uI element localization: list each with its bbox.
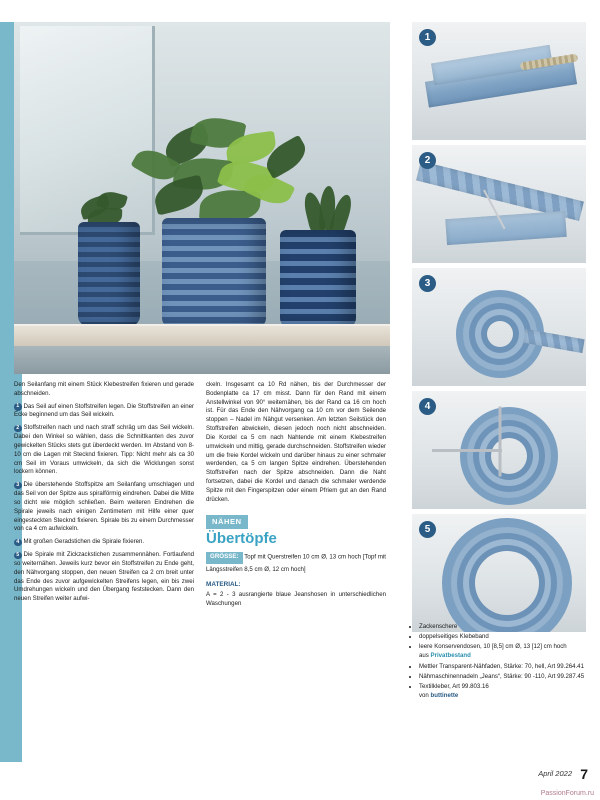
step-number-badge: 2: [14, 425, 22, 433]
list-item: • Nähmaschinennadeln „Jeans“, Stärke: 90 -110, Art 99.287.45: [419, 672, 586, 681]
text-column-2: [206, 381, 386, 613]
list-item-text: Textilkleber, Art 99.803.16: [419, 682, 489, 690]
step-photo-4: [412, 391, 586, 509]
source-label: aus: [419, 652, 429, 660]
step-number-badge: 3: [14, 482, 22, 490]
material-label: MATERIAL:: [206, 580, 241, 588]
material-list: [412, 622, 586, 700]
brand-prefix: von: [419, 691, 429, 699]
bench-shadow: [14, 346, 390, 374]
step-badge-2: 2: [419, 152, 436, 169]
bench-top: [14, 324, 390, 348]
pin: [432, 449, 502, 452]
intro-paragraph: Den Seilanfang mit einem Stück Klebestreifen fixieren und gerade abschneiden.: [14, 381, 194, 397]
list-item: • Zackenschere: [419, 622, 586, 631]
list-item: [419, 642, 586, 660]
numbered-item-1: [14, 403, 194, 421]
size-value: Topf mit Querstreifen 10 cm Ø, 13 cm hoch [Topf mit Längsstreifen 8,5 cm Ø, 12 cm hoch]: [206, 553, 386, 573]
numbered-item-text: Die überstehende Stoffspitze am Seilanfang umschlagen und das Seil von der Spitze aus spiralförmig eindrehen. Dabei die Mitte so dicht wie möglich schließen. Beim weiteren Eindrehen die Spirale jeweils nach einigen Zentimetern mit Hilfe einer quer eingesteckten Stecknd fixieren. Spirale bis zu einem Durchmesser von ca 4 cm aufwickeln.: [14, 481, 194, 533]
naehen-section: [206, 509, 386, 548]
step-photo-1: [412, 22, 586, 140]
numbered-item-text: Stoffstreifen nach und nach straff schräg um das Seil wickeln. Dabei den Winkel so wählen, dass die Schnittkanten des zuvor gewickelten Stücks stets gut überdeckt werden. Im Abstand von 8-10 cm die Lagen mit Stecknd fixieren. Tipp: Nicht mehr als ca 30 cm Seil im Voraus umwickeln, da sich die Wicklungen sonst lockern können.: [14, 424, 194, 476]
step-badge-4: 4: [419, 398, 436, 415]
numbered-item-5: [14, 551, 194, 604]
strip-top-cap: [0, 0, 22, 22]
step-photo-2: [412, 145, 586, 263]
numbered-item-text: Das Seil auf einen Stoffstreifen legen. Die Stoffstreifen an einer Ecke beginnend um das Seil wickeln.: [14, 402, 195, 419]
list-item-text: leere Konservendosen, 10 [8,5] cm Ø, 13 [12] cm hoch: [419, 643, 567, 651]
rope-coil-sewn: [460, 407, 558, 505]
step-photo-column: [412, 22, 586, 637]
numbered-item-text: Die Spirale mit Zickzackstichen zusammennähen. Fortlaufend so weiternähen. Jeweils kurz bevor ein Stoffstreifen zu Ende geht, den Nähvorgang stoppen, den neuen Streifen ca 2 cm breit unter das Ende des zuvor aufgewickelten Streifens legen, ein bis zwei Umdrehungen wickeln und den Übergang feststecken. Dann den neuen Streifen weiter aufwi-: [14, 551, 194, 603]
numbered-item-text: Mit großen Geradstichen die Spirale fixieren.: [23, 538, 145, 546]
pot-large-center: [162, 218, 266, 328]
step-number-badge: 1: [14, 403, 22, 411]
list-item: • doppelseitiges Klebeband: [419, 632, 586, 641]
step-photo-5: [412, 514, 586, 632]
pin: [499, 407, 502, 477]
source-value: Privatbestand: [430, 652, 471, 660]
watermark: PassionForum.ru: [540, 790, 594, 797]
numbered-item-2: [14, 424, 194, 477]
hero-photo: [14, 22, 390, 374]
step-badge-3: 3: [419, 275, 436, 292]
issue-date: April 2022: [538, 769, 572, 778]
material-value: A = 2 - 3 ausrangierte blaue Jeanshosen in unterschiedlichen Waschungen: [206, 591, 386, 607]
step-number-badge: 5: [14, 552, 22, 560]
list-item: • Mettler Transparent-Nähfaden, Stärke: 70, hell, Art 99.264.41: [419, 662, 586, 671]
pot-small-left: [78, 222, 140, 326]
list-item: [419, 682, 586, 700]
numbered-item-3: [14, 481, 194, 534]
numbered-item-4: [14, 538, 194, 547]
step-number-badge: 4: [14, 539, 22, 547]
strip-bottom-cap: [0, 762, 22, 800]
size-block: [206, 552, 386, 575]
size-label: GRÖSSE:: [206, 552, 243, 564]
text-column-3: [412, 622, 586, 701]
project-title: Übertöpfe: [206, 530, 277, 548]
step-badge-1: 1: [419, 29, 436, 46]
category-tag: NÄHEN: [206, 515, 248, 530]
page-number: 7: [580, 766, 588, 782]
step-badge-5: 5: [419, 521, 436, 538]
pot-right: [280, 230, 356, 328]
brand-name: buttinette: [430, 691, 459, 699]
continuation-paragraph: ckeln. Insgesamt ca 10 Rd nähen, bis der Durchmesser der Bodenplatte ca 17 cm misst. Dann für den Rand mit einem Anstellwinkel von 90° weiternähen, bis der Rand ca 16 cm hoch ist. Für das Ende den Nähvorgang ca 10 cm vor dem Seilende stoppen – Nadel im Nähgut versenken. Am letzten Seilstück den Stoffstreifen abwickeln, diesen jedoch noch nicht abschneiden. Die Kordel ca 5 cm nach Nahtende mit einem Klebestreifen umwickeln und mittig, gerade durchschneiden. Stoffstreifen wieder um die freie Kordel wickeln und darüber hinaus zu einer schmaler werdenden, ca 5 cm langen Spitze eindrehen. Überstehenden Stoffstreifen nach der Spitze abschneiden. Dann die Naht fortsetzen, dabei die Kordel und danach die schmaler werdende Spitze mit den Fingerspitzen oder einem Pfriem gut an den Rand drücken.: [206, 381, 386, 503]
text-column-1: [14, 381, 194, 608]
step-photo-3: [412, 268, 586, 386]
